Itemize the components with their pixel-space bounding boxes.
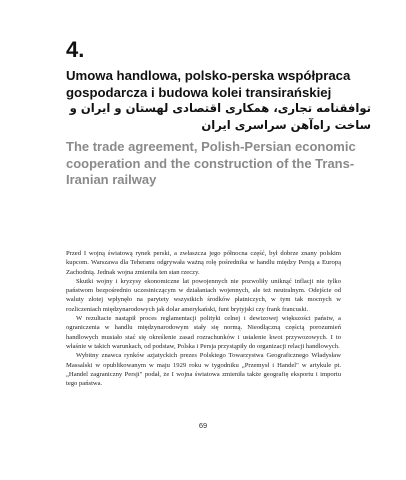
paragraph: Wybitny znawca rynków azjatyckich prezes Polskiego Towarzystwa Geograficznego Władysław Massalski w opublikowanym w maju 1929 roku w tygodniku „Przemysł i Handel" w artykule pt. „Handel zagraniczny Persji" podał, że I wojna światowa zmieniła także geografię eksportu i importu tego państwa.: [66, 352, 341, 388]
paragraph: Przed I wojną światową rynek perski, a zwłaszcza jego północna część, był dobrze znany polskim kupcom. Warszawa dla Teheranu odgrywała ważną rolę pośrednika w handlu między Persją a Europą Zachodnią. Jednak wojna zmieniła ten stan rzeczy.: [66, 250, 341, 276]
paragraph: Skutki wojny i kryzysy ekonomiczne lat powojennych nie pozwoliły uniknąć inflacji nie tylko państwom bezpośrednio uczestniczącym w działaniach wojennych, ale też neutralnym. Odejście od waluty złotej wpłynęło na parytety wszystkich środków płatniczych, w tym tak mocnych w rozliczeniach międzynarodowych jak dolar amerykański, funt brytyjski czy frank francuski.: [66, 277, 341, 313]
chapter-number: 4.: [66, 37, 85, 62]
paragraph: W rezultacie nastąpił proces reglamentacji polityki celnej i dewizowej większości państw, a ograniczenia w handlu międzynarodowym stały się normą. Nieodłączną częścią porozumień handlowych musiało stać się określenie zasad rozrachunków i ustalenie kwot przywozowych. I to właśnie w takich warunkach, od podstaw, Polska i Persja przystąpiły do organizacji relacji handlowych.: [66, 315, 341, 350]
chapter-title-polish: Umowa handlowa, polsko-perska współpraca gospodarcza i budowa kolei transirańskiej: [66, 68, 351, 100]
chapter-title-persian: توافقنامه تجاری، همکاری اقتصادی لهستان و ایران و ساخت راه‌آهن سراسری ایران: [69, 101, 371, 132]
page-number: 69: [198, 421, 208, 430]
chapter-title-english: The trade agreement, Polish-Persian economic cooperation and the construction of the Trans-Iranian railway: [66, 139, 356, 187]
body-text: [66, 249, 341, 388]
